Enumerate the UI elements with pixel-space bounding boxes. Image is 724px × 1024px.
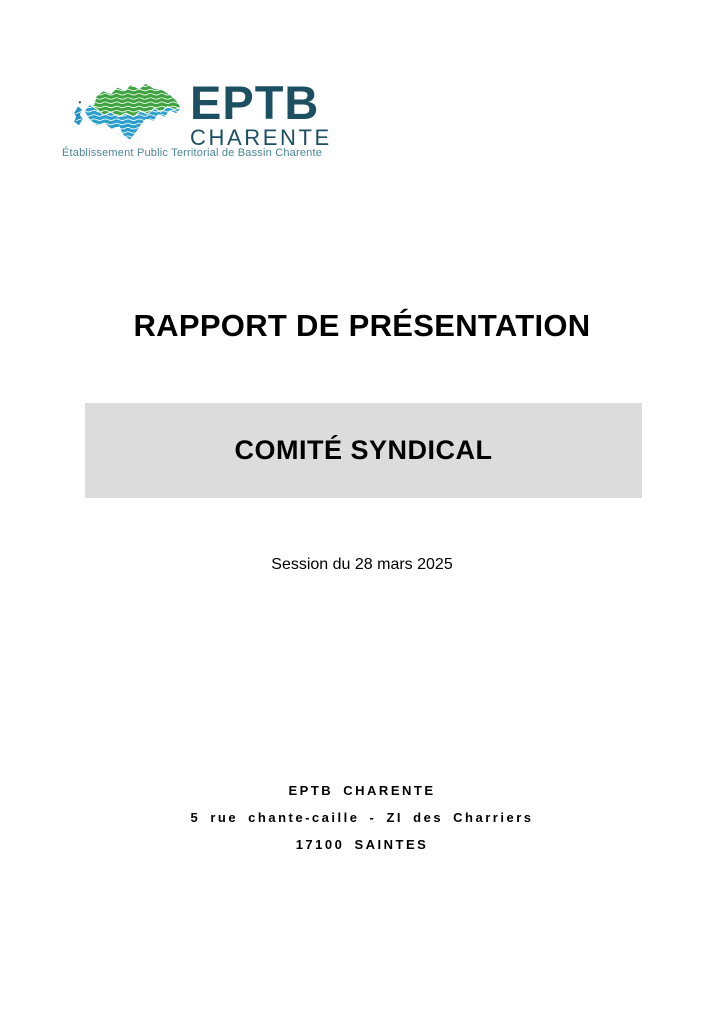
logo-acronym: EPTB — [190, 76, 320, 129]
committee-banner-label: COMITÉ SYNDICAL — [234, 435, 493, 465]
session-date: Session du 28 mars 2025 — [271, 556, 453, 573]
committee-banner — [85, 403, 642, 498]
address-line-org: EPTB CHARENTE — [288, 783, 436, 798]
report-title: RAPPORT DE PRÉSENTATION — [133, 308, 591, 343]
address-block — [0, 777, 724, 858]
charente-basin-map-icon — [68, 82, 186, 148]
eptb-logo — [62, 76, 342, 164]
logo-tagline: Établissement Public Territorial de Bassin Charente — [62, 147, 323, 159]
logo-wordmark — [190, 76, 332, 150]
address-line-city: 17100 SAINTES — [295, 837, 429, 852]
address-line-street: 5 rue chante-caille - ZI des Charriers — [190, 810, 534, 825]
logo-org-name: CHARENTE — [190, 125, 332, 150]
